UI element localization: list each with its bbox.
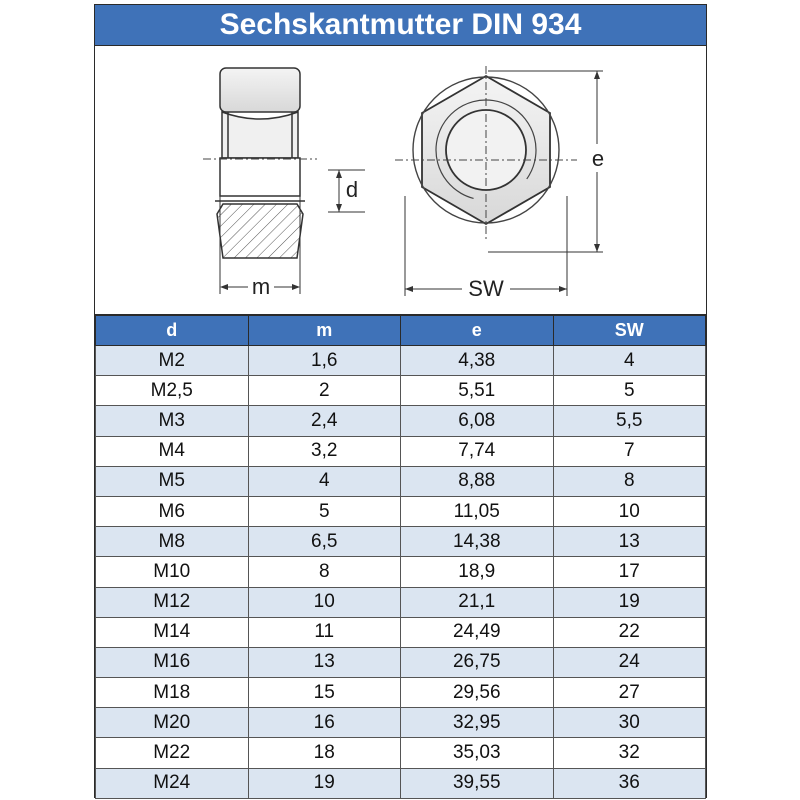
cell-m: 5 [248,496,401,526]
cell-e: 35,03 [401,738,554,768]
cell-d: M22 [96,738,249,768]
cell-d: M12 [96,587,249,617]
table-row [96,647,706,677]
cell-e: 26,75 [401,647,554,677]
cell-m: 1,6 [248,346,401,376]
table-row [96,466,706,496]
cell-e: 24,49 [401,617,554,647]
cell-sw: 8 [553,466,706,496]
cell-d: M18 [96,678,249,708]
cell-m: 4 [248,466,401,496]
dimension-table [95,315,706,799]
cell-m: 8 [248,557,401,587]
cell-sw: 4 [553,346,706,376]
cell-e: 11,05 [401,496,554,526]
cell-d: M2,5 [96,376,249,406]
cell-sw: 5 [553,376,706,406]
cell-m: 2,4 [248,406,401,436]
cell-sw: 32 [553,738,706,768]
cell-d: M5 [96,466,249,496]
col-header-d: d [96,316,249,346]
cell-sw: 5,5 [553,406,706,436]
table-row [96,768,706,798]
table-header-row [96,316,706,346]
table-row [96,376,706,406]
cell-e: 14,38 [401,527,554,557]
table-row [96,678,706,708]
table-row [96,738,706,768]
cell-m: 16 [248,708,401,738]
cell-m: 15 [248,678,401,708]
cell-m: 10 [248,587,401,617]
col-header-m: m [248,316,401,346]
table-row [96,587,706,617]
table-row [96,708,706,738]
cell-e: 4,38 [401,346,554,376]
cell-e: 21,1 [401,587,554,617]
cell-sw: 24 [553,647,706,677]
nut-front-view [395,66,577,242]
cell-sw: 7 [553,436,706,466]
cell-m: 13 [248,647,401,677]
cell-d: M14 [96,617,249,647]
cell-e: 39,55 [401,768,554,798]
cell-e: 29,56 [401,678,554,708]
cell-d: M3 [96,406,249,436]
cell-m: 6,5 [248,527,401,557]
cell-sw: 19 [553,587,706,617]
dim-e-label: e [591,146,605,171]
cell-e: 6,08 [401,406,554,436]
cell-d: M8 [96,527,249,557]
cell-sw: 36 [553,768,706,798]
cell-sw: 13 [553,527,706,557]
table-row [96,527,706,557]
cell-sw: 17 [553,557,706,587]
cell-e: 18,9 [401,557,554,587]
table-row [96,496,706,526]
cell-d: M10 [96,557,249,587]
nut-side-view [203,68,317,294]
table-row [96,436,706,466]
cell-d: M24 [96,768,249,798]
col-header-e: e [401,316,554,346]
table-row [96,346,706,376]
col-header-sw: SW [553,316,706,346]
cell-sw: 30 [553,708,706,738]
cell-e: 7,74 [401,436,554,466]
table-row [96,406,706,436]
technical-drawing [95,46,706,315]
cell-m: 19 [248,768,401,798]
cell-sw: 27 [553,678,706,708]
cell-m: 11 [248,617,401,647]
cell-d: M20 [96,708,249,738]
cell-sw: 10 [553,496,706,526]
page-title: Sechskantmutter DIN 934 [95,5,706,46]
table-body [96,346,706,799]
cell-sw: 22 [553,617,706,647]
cell-m: 18 [248,738,401,768]
table-row [96,557,706,587]
dim-sw-label: SW [468,276,504,301]
cell-d: M2 [96,346,249,376]
cell-d: M6 [96,496,249,526]
spec-sheet [94,4,707,798]
dim-d-label: d [345,177,359,202]
cell-m: 2 [248,376,401,406]
dim-m-label: m [251,274,271,299]
cell-e: 8,88 [401,466,554,496]
cell-e: 32,95 [401,708,554,738]
cell-d: M4 [96,436,249,466]
cell-e: 5,51 [401,376,554,406]
cell-d: M16 [96,647,249,677]
table-row [96,617,706,647]
cell-m: 3,2 [248,436,401,466]
nut-drawing-svg [95,46,706,314]
